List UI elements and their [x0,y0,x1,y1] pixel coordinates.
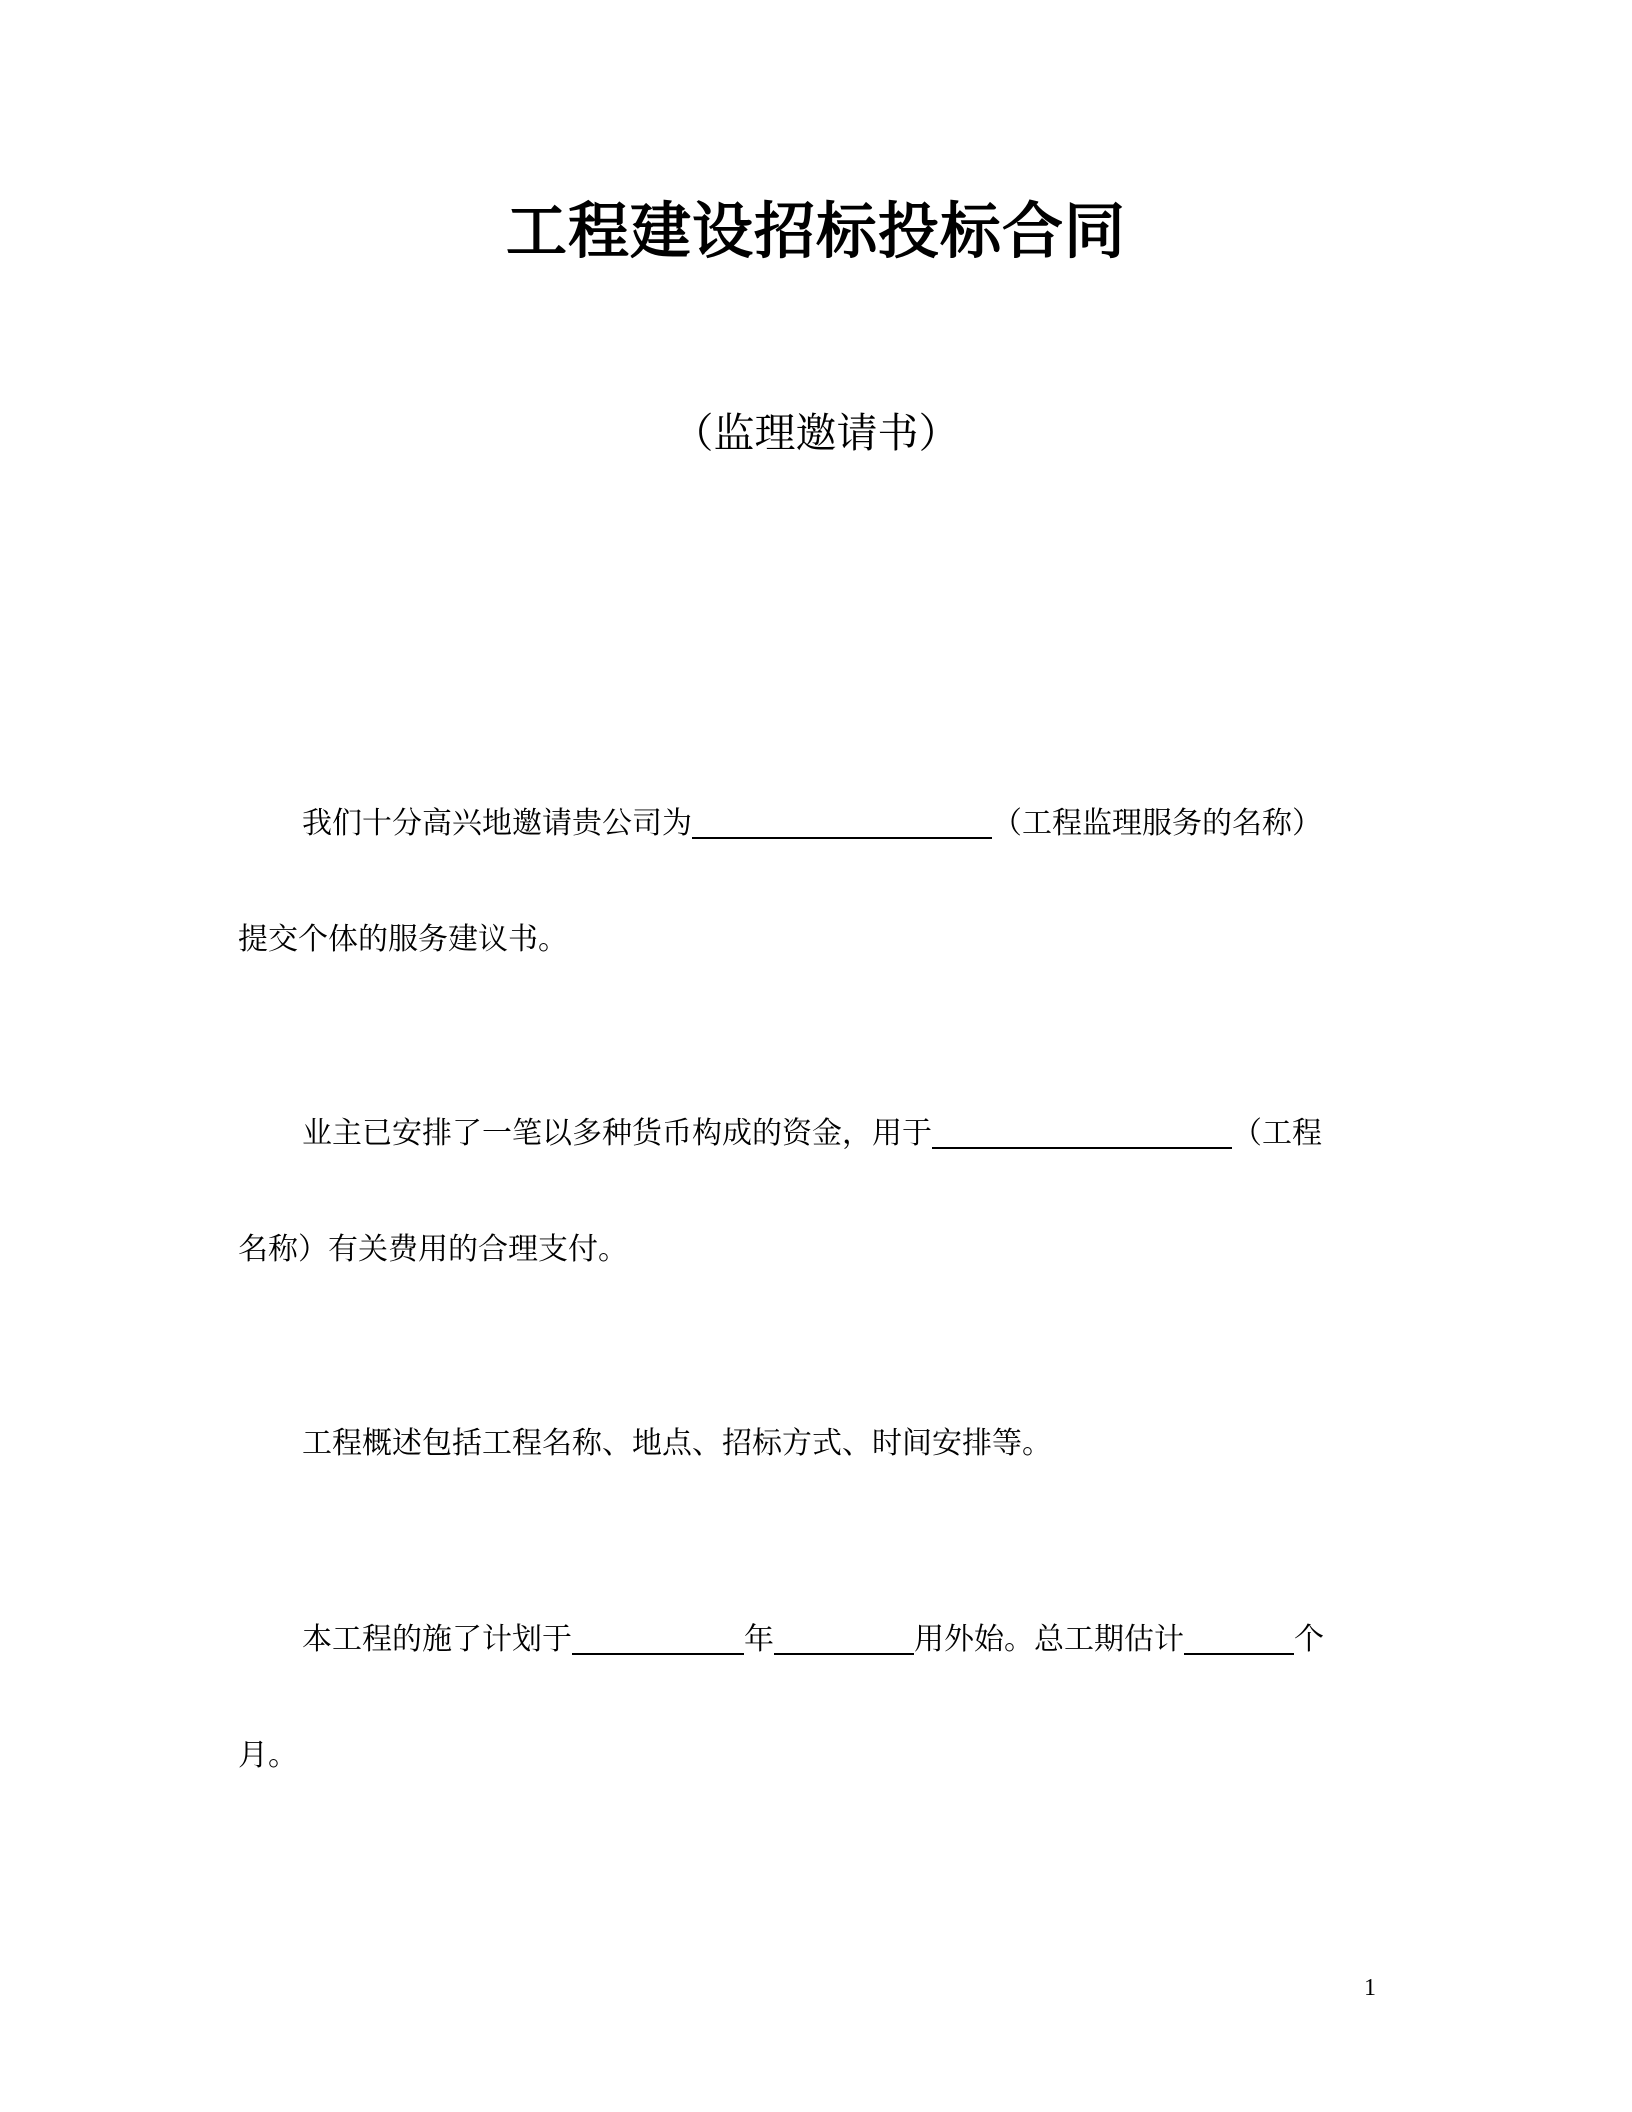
paragraph-1-tail: （工程监理服务的名称） [992,806,1322,841]
paragraph-1-line-1 [302,802,1322,846]
paragraph-3-line-1: 工程概述包括工程名称、地点、招标方式、时间安排等。 [302,1426,1052,1461]
paragraph-4-seg-4: 个 [1294,1622,1324,1657]
blank-start-month[interactable] [774,1621,914,1655]
paragraph-2-line-2: 名称）有关费用的合理支付。 [238,1232,628,1267]
blank-service-name[interactable] [692,805,992,839]
paragraph-2-text: 业主已安排了一笔以多种货币构成的资金，用于 [302,1116,932,1151]
blank-project-name[interactable] [932,1115,1232,1149]
paragraph-4-seg-1: 本工程的施了计划于 [302,1622,572,1657]
blank-duration[interactable] [1184,1621,1294,1655]
paragraph-1-text: 我们十分高兴地邀请贵公司为 [302,806,692,841]
paragraph-4-seg-2: 年 [744,1622,774,1657]
paragraph-2-line-1 [302,1112,1322,1156]
paragraph-4-seg-3: 用外始。总工期估计 [914,1622,1184,1657]
paragraph-4-line-1 [302,1618,1324,1662]
document-title: 工程建设招标投标合同 [505,196,1126,267]
paragraph-2-tail: （工程 [1232,1116,1322,1151]
paragraph-1-line-2: 提交个体的服务建议书。 [238,922,568,957]
paragraph-4-line-2: 月。 [238,1738,298,1773]
page-number: 1 [1364,1975,1376,2001]
document-subtitle: （监理邀请书） [672,409,960,457]
blank-start-year[interactable] [572,1621,744,1655]
